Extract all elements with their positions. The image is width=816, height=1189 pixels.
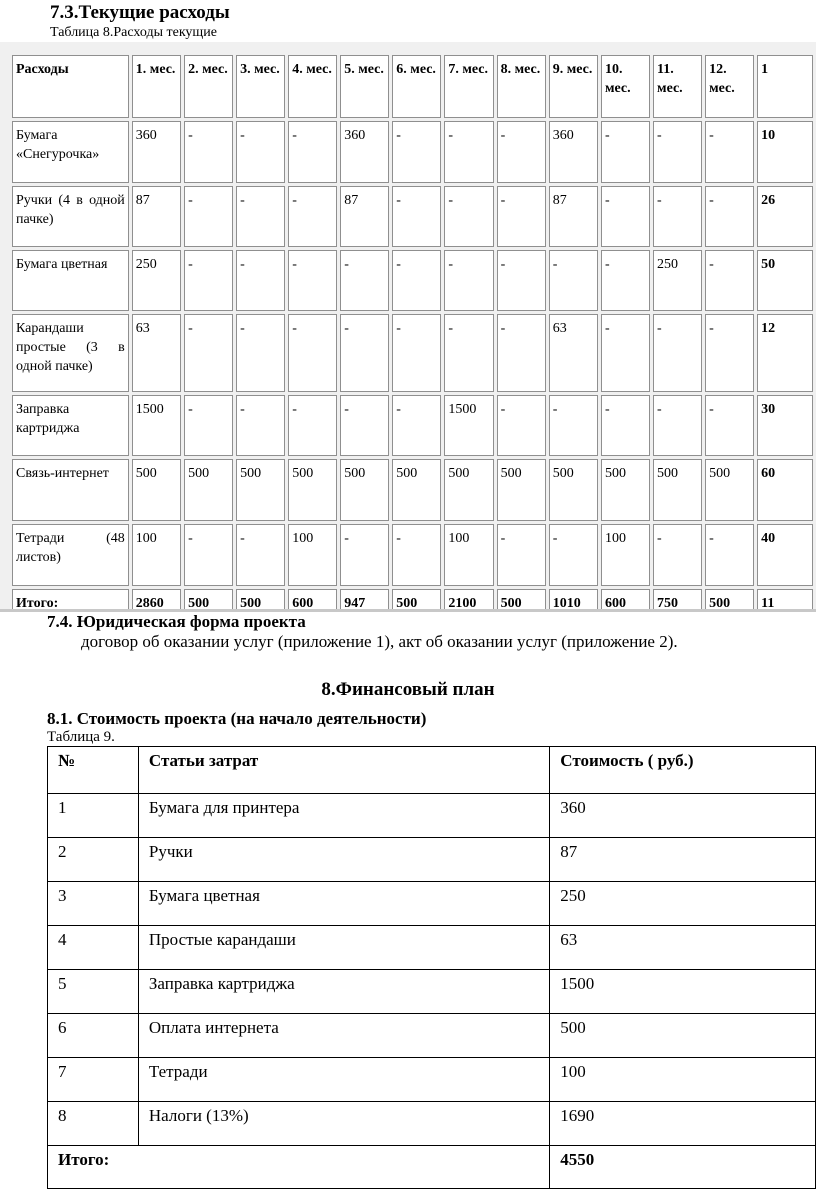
table-row [48,882,816,926]
month-value: - [392,314,441,392]
total-month-value: 2860 [132,589,181,612]
row-total: 30 [757,395,813,456]
row-total: 26 [757,186,813,247]
table-9-caption: Таблица 9. [47,729,115,745]
row-total: 12 [757,314,813,392]
month-value: - [444,250,493,311]
month-value: - [549,250,598,311]
row-number: 5 [48,970,139,1014]
month-value: - [236,186,285,247]
expense-label: Бумага «Снегурочка» [12,121,129,183]
month-value: 500 [340,459,389,521]
total-month-value: 600 [288,589,337,612]
table-row [12,524,813,586]
month-value: 360 [340,121,389,183]
month-value: - [549,524,598,586]
section-title-7-3: 7.3.Текущие расходы [50,2,230,23]
month-value: - [705,524,754,586]
month-value: - [653,395,702,456]
month-value: - [392,524,441,586]
header-month: 11. мес. [653,55,702,118]
total-month-value: 600 [601,589,650,612]
month-value: - [184,250,233,311]
cost-item: Налоги (13%) [138,1102,549,1146]
header-number: № [48,747,139,794]
header-month: 9. мес. [549,55,598,118]
month-value: - [705,395,754,456]
cost-item: Бумага для принтера [138,794,549,838]
month-value: - [444,186,493,247]
month-value: - [392,395,441,456]
expense-label: Бумага цветная [12,250,129,311]
cost-value: 250 [550,882,816,926]
month-value: - [705,121,754,183]
table-row [12,314,813,392]
header-month: 4. мес. [288,55,337,118]
total-label: Итого: [12,589,129,612]
month-value: - [288,121,337,183]
month-value: - [601,186,650,247]
table-8-container [0,42,816,612]
month-value: - [340,250,389,311]
total-month-value: 500 [392,589,441,612]
total-month-value: 500 [705,589,754,612]
cost-item: Бумага цветная [138,882,549,926]
header-cost: Стоимость ( руб.) [550,747,816,794]
table-row [12,395,813,456]
total-month-value: 947 [340,589,389,612]
table-header-row [48,747,816,794]
total-month-value: 2100 [444,589,493,612]
total-month-value: 500 [236,589,285,612]
cost-value: 63 [550,926,816,970]
month-value: - [236,395,285,456]
month-value: - [288,314,337,392]
month-value: - [392,250,441,311]
row-number: 8 [48,1102,139,1146]
row-number: 6 [48,1014,139,1058]
month-value: - [184,314,233,392]
month-value: - [497,186,546,247]
cost-item: Оплата интернета [138,1014,549,1058]
header-month: 12. мес. [705,55,754,118]
month-value: 500 [392,459,441,521]
table-row [12,121,813,183]
month-value: - [497,524,546,586]
table-row [48,970,816,1014]
month-value: - [340,524,389,586]
month-value: - [653,524,702,586]
month-value: 500 [705,459,754,521]
month-value: - [392,121,441,183]
month-value: 100 [132,524,181,586]
month-value: 500 [601,459,650,521]
legal-form-text: договор об оказании услуг (приложение 1), акт об оказании услуг (приложение 2). [81,632,678,651]
month-value: - [497,250,546,311]
month-value: - [497,395,546,456]
header-month: 6. мес. [392,55,441,118]
header-expenses: Расходы [12,55,129,118]
month-value: - [653,314,702,392]
total-month-value: 500 [184,589,233,612]
month-value: - [340,314,389,392]
month-value: 500 [236,459,285,521]
month-value: - [392,186,441,247]
month-value: - [444,121,493,183]
row-number: 4 [48,926,139,970]
table-row [48,926,816,970]
month-value: - [497,121,546,183]
section-title-7-4: 7.4. Юридическая форма проекта [47,612,306,631]
header-month: 10. мес. [601,55,650,118]
month-value: 100 [601,524,650,586]
header-month: 1. мес. [132,55,181,118]
cost-value: 1690 [550,1102,816,1146]
row-total: 10 [757,121,813,183]
month-value: 500 [132,459,181,521]
cost-value: 100 [550,1058,816,1102]
header-month: 3. мес. [236,55,285,118]
month-value: 500 [549,459,598,521]
month-value: 1500 [444,395,493,456]
header-month: 1 [757,55,813,118]
month-value: 250 [653,250,702,311]
month-value: - [236,250,285,311]
cost-item: Ручки [138,838,549,882]
header-month: 7. мес. [444,55,493,118]
month-value: - [653,121,702,183]
month-value: 1500 [132,395,181,456]
cost-value: 500 [550,1014,816,1058]
month-value: - [184,524,233,586]
month-value: 500 [497,459,546,521]
expense-label: Заправка картриджа [12,395,129,456]
table-row [48,838,816,882]
row-number: 1 [48,794,139,838]
header-month: 5. мес. [340,55,389,118]
month-value: - [705,186,754,247]
month-value: 87 [132,186,181,247]
month-value: 500 [444,459,493,521]
month-value: - [288,186,337,247]
header-cost-item: Статьи затрат [138,747,549,794]
month-value: - [601,250,650,311]
month-value: 500 [653,459,702,521]
total-label: Итого: [48,1146,550,1189]
month-value: - [705,314,754,392]
project-cost-table [47,746,816,1189]
table-total-row [12,589,813,612]
month-value: 100 [444,524,493,586]
month-value: 360 [132,121,181,183]
section-title-8-1: 8.1. Стоимость проекта (на начало деятельности) [47,709,427,728]
table-row [12,186,813,247]
grand-total: 11 [757,589,813,612]
table-row [48,1102,816,1146]
month-value: - [288,250,337,311]
header-month: 8. мес. [497,55,546,118]
month-value: - [601,121,650,183]
header-month: 2. мес. [184,55,233,118]
cost-value: 360 [550,794,816,838]
month-value: 63 [549,314,598,392]
month-value: - [601,395,650,456]
expense-label: Карандаши простые (3 в одной пачке) [12,314,129,392]
month-value: 63 [132,314,181,392]
cost-value: 1500 [550,970,816,1014]
month-value: 500 [288,459,337,521]
month-value: - [288,395,337,456]
current-expenses-table [9,52,816,612]
total-value: 4550 [550,1146,816,1189]
month-value: - [444,314,493,392]
table-row [12,250,813,311]
cost-value: 87 [550,838,816,882]
table-total-row [48,1146,816,1189]
month-value: - [653,186,702,247]
month-value: - [236,524,285,586]
row-total: 60 [757,459,813,521]
table-row [48,1014,816,1058]
month-value: - [601,314,650,392]
row-total: 50 [757,250,813,311]
month-value: - [184,395,233,456]
month-value: - [184,121,233,183]
expense-label: Ручки (4 в одной пачке) [12,186,129,247]
month-value: - [549,395,598,456]
expense-label: Тетради (48 листов) [12,524,129,586]
section-title-8: 8.Финансовый план [321,679,495,700]
table-row [48,794,816,838]
total-month-value: 1010 [549,589,598,612]
total-month-value: 750 [653,589,702,612]
cost-item: Тетради [138,1058,549,1102]
table-row [48,1058,816,1102]
total-month-value: 500 [497,589,546,612]
month-value: 250 [132,250,181,311]
month-value: 87 [340,186,389,247]
month-value: - [497,314,546,392]
month-value: 87 [549,186,598,247]
cost-item: Простые карандаши [138,926,549,970]
row-number: 3 [48,882,139,926]
month-value: - [705,250,754,311]
month-value: - [340,395,389,456]
table-row [12,459,813,521]
row-number: 2 [48,838,139,882]
month-value: 360 [549,121,598,183]
month-value: - [236,121,285,183]
month-value: 500 [184,459,233,521]
month-value: 100 [288,524,337,586]
row-total: 40 [757,524,813,586]
month-value: - [184,186,233,247]
table-header-row [12,55,813,118]
month-value: - [236,314,285,392]
row-number: 7 [48,1058,139,1102]
expense-label: Связь-интернет [12,459,129,521]
table-8-caption: Таблица 8.Расходы текущие [50,25,217,40]
cost-item: Заправка картриджа [138,970,549,1014]
